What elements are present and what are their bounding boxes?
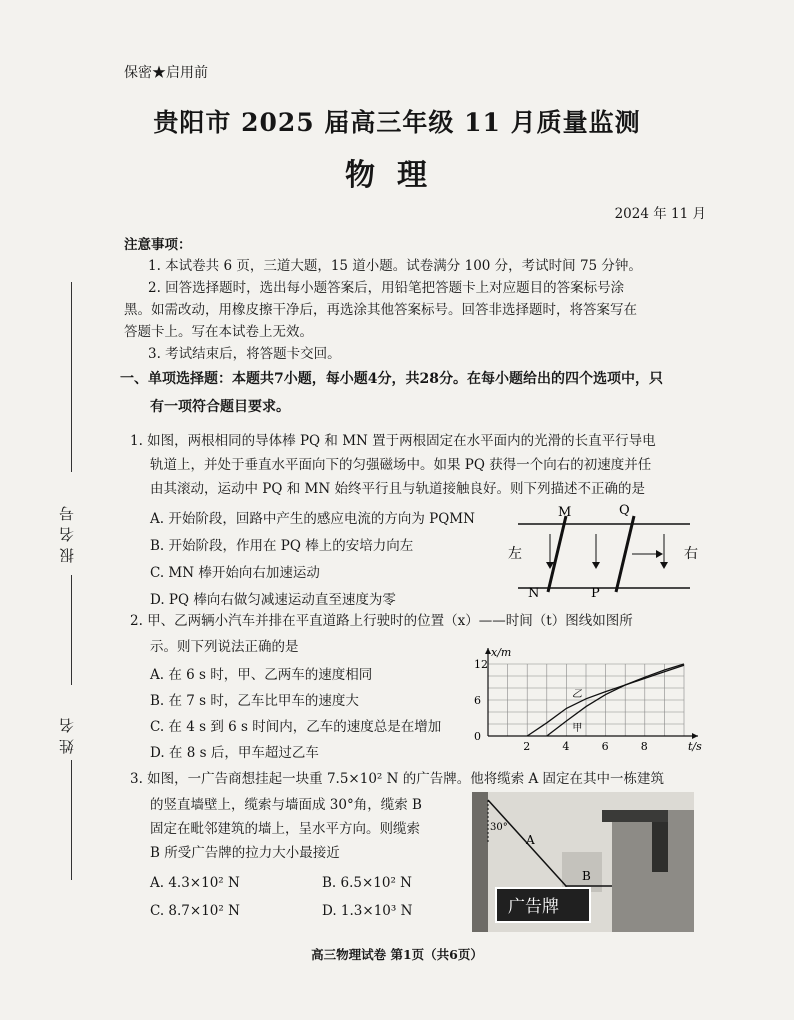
notice-line-3: 3. 考试结束后，将答题卡交回。 — [148, 346, 341, 362]
angle-label: 30° — [490, 822, 508, 833]
y-tick-label: 0 — [474, 730, 481, 743]
q1-option-a: A. 开始阶段，回路中产生的感应电流的方向为 PQMN — [150, 511, 475, 527]
x-axis-arrow — [692, 733, 698, 739]
exam-date: 2024 年 11 月 — [614, 206, 706, 222]
q2-option-c: C. 在 4 s 到 6 s 时间内，乙车的速度总是在增加 — [150, 719, 442, 735]
x-tick-label: 2 — [523, 740, 531, 753]
left-building-wall — [472, 792, 488, 932]
section-heading-line-1: 一、单项选择题：本题共7小题，每小题4分，共28分。在每小题给出的四个选项中，只 — [120, 371, 663, 387]
q3-stem-2: 的竖直墙壁上，缆索与墙面成 30°角，缆索 B — [150, 797, 422, 813]
label-p: P — [591, 586, 600, 600]
sidebar-rule-top — [71, 282, 72, 472]
billboard-text: 广告牌 — [508, 897, 559, 917]
q2-stem-2: 示。则下列说法正确的是 — [150, 639, 299, 655]
q2-option-a: A. 在 6 s 时，甲、乙两车的速度相同 — [150, 667, 373, 683]
q2-stem-1: 2. 甲、乙两辆小汽车并排在平直道路上行驶时的位置（x）——时间（t）图线如图所 — [130, 613, 633, 629]
q3-stem-4: B 所受广告牌的拉力大小最接近 — [150, 845, 340, 861]
q1-option-b: B. 开始阶段，作用在 PQ 棒上的安培力向左 — [150, 538, 414, 554]
series-label: 甲 — [572, 723, 583, 734]
q1-stem-3: 由其滚动，运动中 PQ 和 MN 始终平行且与轨道接触良好。则下列描述不正确的是 — [150, 481, 645, 497]
section-heading-line-2: 有一项符合题目要求。 — [150, 399, 290, 415]
notice-line-2a: 2. 回答选择题时，选出每小题答案后，用铅笔把答题卡上对应题目的答案标号涂 — [148, 280, 625, 296]
y-tick-label: 6 — [474, 694, 481, 707]
q1-option-d: D. PQ 棒向右做匀减速运动直至速度为零 — [150, 592, 396, 608]
window — [652, 822, 668, 872]
q2-option-d: D. 在 8 s 后，甲车超过乙车 — [150, 745, 319, 761]
q3-option-d: D. 1.3×10³ N — [322, 903, 413, 919]
building-ledge — [602, 810, 668, 822]
notice-line-2b: 黑。如需改动，用橡皮擦干净后，再选涂其他答案标号。回答非选择题时，将答案写在 — [124, 302, 637, 318]
q3-option-a: A. 4.3×10² N — [150, 875, 240, 891]
q1-option-c: C. MN 棒开始向右加速运动 — [150, 565, 320, 581]
q3-stem-1: 3. 如图，一广告商想挂起一块重 7.5×10² N 的广告牌。他将缆索 A 固定在其中一栋建筑 — [130, 771, 665, 787]
notice-heading: 注意事项： — [124, 237, 192, 253]
q1-stem-2: 轨道上，并处于垂直水平面向下的匀强磁场中。如果 PQ 获得一个向右的初速度并任 — [150, 457, 652, 473]
confidential-mark: 保密★启用前 — [124, 65, 208, 81]
label-right: 右 — [684, 546, 698, 562]
notice-line-2c: 答题卡上。写在本试卷上无效。 — [124, 324, 313, 340]
q3-billboard-figure — [472, 792, 694, 932]
q3-option-c: C. 8.7×10² N — [150, 903, 240, 919]
y-tick-label: 12 — [474, 658, 488, 671]
x-tick-label: 8 — [640, 740, 648, 753]
sidebar-rule-mid — [71, 575, 72, 685]
q1-stem-1: 1. 如图，两根相同的导体棒 PQ 和 MN 置于两根固定在水平面内的光滑的长直平行导电 — [130, 433, 656, 449]
x-tick-label: 4 — [562, 740, 570, 753]
label-n: N — [528, 586, 540, 600]
series-label: 乙 — [572, 688, 582, 700]
exam-title: 贵阳市 2025 届高三年级 11 月质量监测 — [153, 108, 641, 137]
q2-option-b: B. 在 7 s 时，乙车比甲车的速度大 — [150, 693, 359, 709]
label-m: M — [558, 505, 572, 520]
label-left: 左 — [508, 546, 522, 562]
q3-option-b: B. 6.5×10² N — [322, 875, 412, 891]
rod-pq — [616, 516, 634, 592]
q1-rail-figure — [500, 496, 710, 600]
name-label: 姓名 — [58, 712, 76, 754]
y-axis-label: x/m — [491, 646, 512, 659]
id-label: 报名号 — [58, 500, 76, 563]
rod-mn — [548, 516, 566, 592]
subject-title: 物理 — [345, 158, 449, 193]
q3-stem-3: 固定在毗邻建筑的墙上，呈水平方向。则缆索 — [150, 821, 420, 837]
page-footer: 高三物理试卷 第1页（共6页） — [311, 947, 483, 962]
notice-line-1: 1. 本试卷共 6 页，三道大题，15 道小题。试卷满分 100 分，考试时间 75 分钟。 — [148, 258, 642, 274]
cable-a-label: A — [526, 833, 535, 847]
label-q: Q — [619, 503, 630, 518]
cable-b-label: B — [582, 869, 591, 883]
x-tick-label: 6 — [601, 740, 609, 753]
sidebar-rule-bottom — [71, 760, 72, 880]
x-axis-label: t/s — [688, 740, 702, 753]
q2-position-time-chart — [458, 640, 706, 760]
